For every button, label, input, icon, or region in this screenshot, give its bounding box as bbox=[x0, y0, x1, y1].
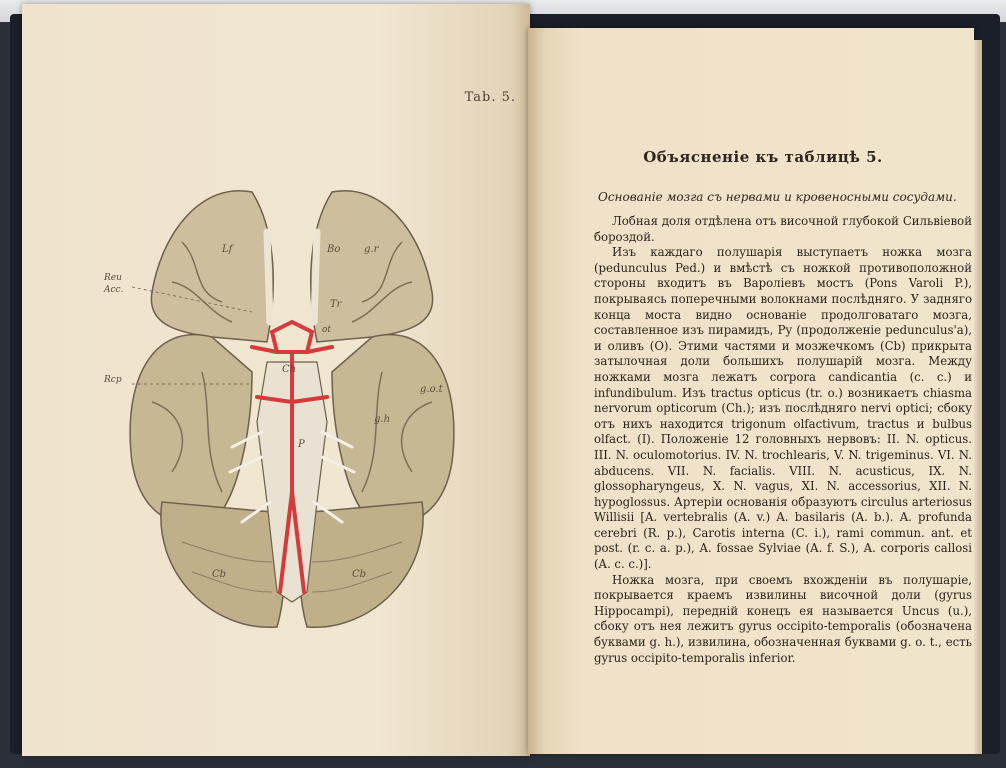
label-bo: Bo bbox=[327, 244, 341, 255]
page-title: Объясненіе къ таблицѣ 5. bbox=[643, 148, 883, 166]
paragraph-1: Лобная доля отдѣлена отъ височной глубокой Сильвіевой бороздой. bbox=[594, 214, 972, 244]
paragraph-2: Изъ каждаго полушарія выступаетъ ножка мозга (pedunculus Ped.) и вмѣстѣ съ ножкой противоположной стороны входитъ въ Варолiевъ мостъ (Pons Varoli P.), покрываясь поперечными волокнами послѣдняго. У задняго конца моста видно основаніе продолговатаго мозга, составленное изъ пирамидъ, Py (продолженіе pedunculus'a), и оливъ (O). Этими частями и мозжечкомъ (Cb) прикрыта затылочная доли большихъ полушарій мозга. Между ножками мозга лежатъ corpora candicantia (c. c.) и infundibulum. Изъ tractus opticus (tr. o.) возникаетъ chiasma nervorum opticorum (Ch.); изъ послѣдняго nervi optici; сбоку отъ нихъ находится trigonum olfactivum, tractus и bulbus olfact. (I). Положеніе 12 головныхъ нервовъ: II. N. opticus. III. N. oculomotorius. IV. N. trochlearis, V. N. trigeminus. VI. N. abducens. VII. N. facialis. VIII. N. acusticus, IX. N. glossopharyngeus, X. N. vagus, XI. N. accessorius, XII. N. hypoglossus. Артеріи основанія образуютъ circulus arteriosus Willisii [A. vertebralis (A. v.) A. basilaris (A. b.). A. profunda cerebri (R. p.), Carotis interna (C. i.), rami commun. ant. et post. (r. c. a. p.), A. fossae Sylviae (A. f. S.), A. corporis callosi (A. c. c.)]. bbox=[594, 245, 972, 572]
label-p: P bbox=[298, 439, 305, 450]
left-page bbox=[22, 4, 530, 756]
cerebellum-right bbox=[300, 502, 423, 627]
label-gh: g.h bbox=[374, 414, 391, 425]
olfactory-tracts bbox=[267, 232, 317, 322]
label-reu: Reu bbox=[104, 273, 122, 283]
cerebellum-left bbox=[161, 502, 284, 627]
label-ch: Ch bbox=[282, 364, 297, 375]
label-ot: ot bbox=[322, 325, 332, 335]
label-rcp: Rcp bbox=[104, 375, 122, 385]
temporal-lobe-right bbox=[332, 335, 454, 525]
brain-base-diagram bbox=[102, 172, 482, 642]
right-page bbox=[528, 28, 974, 754]
label-tr: Tr bbox=[330, 299, 342, 310]
temporal-lobe-left bbox=[130, 335, 252, 525]
circle-of-willis bbox=[272, 322, 312, 352]
paragraph-3: Ножка мозга, при своемъ вхожденіи въ полушаріе, покрывается краемъ извилины височной доли (gyrus Hippocampi), передній конецъ ея называется Uncus (u.), сбоку отъ нея лежитъ gyrus occipito-temporalis (обозначена буквами g. h.), извилина, обозначенная буквами g. o. t., есть gyrus occipito-temporalis inferior. bbox=[594, 572, 972, 665]
frontal-lobe-left bbox=[151, 191, 273, 342]
body-text bbox=[594, 214, 972, 666]
label-acc: Acc. bbox=[104, 285, 124, 295]
label-got: g.o.t bbox=[420, 384, 443, 395]
label-lf: Lf bbox=[222, 244, 233, 255]
plate-label: Tab. 5. bbox=[464, 90, 516, 105]
label-cb-right: Cb bbox=[352, 569, 367, 580]
brain-illustration bbox=[102, 172, 482, 642]
page-subtitle: Основаніе мозга съ нервами и кровеносными сосудами. bbox=[598, 190, 957, 204]
label-cb-left: Cb bbox=[212, 569, 227, 580]
label-gr: g.r bbox=[364, 244, 379, 255]
frontal-lobe-right bbox=[311, 191, 433, 342]
page-edges bbox=[974, 40, 982, 754]
